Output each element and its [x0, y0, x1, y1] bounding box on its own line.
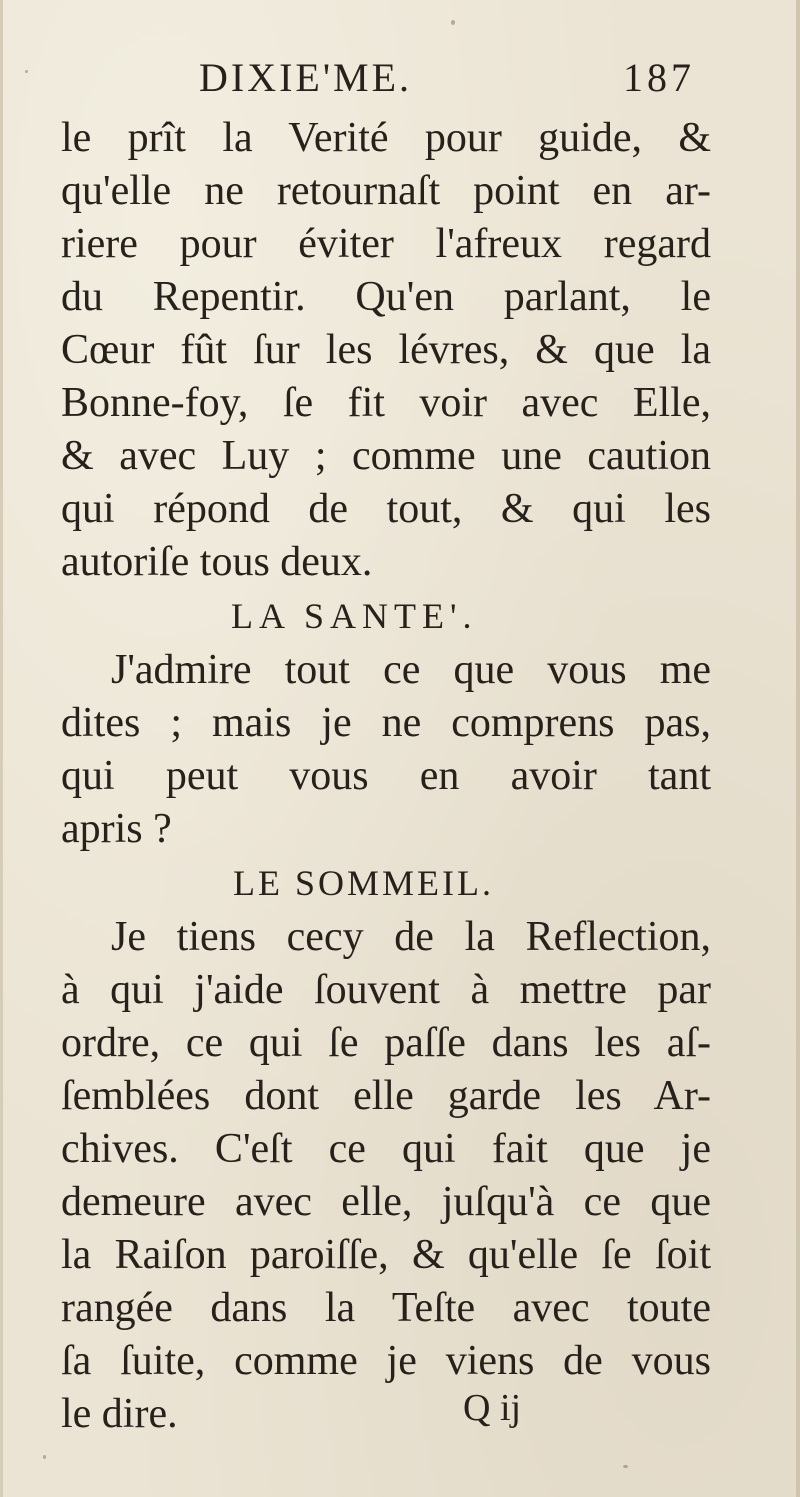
page-text — [61, 112, 711, 1441]
text-line: demeure avec elle, juſqu'à ce que — [61, 1179, 711, 1225]
text-line: le prît la Verité pour guide, & — [61, 115, 711, 161]
text-line: riere pour éviter l'afreux regard — [61, 221, 711, 267]
running-head: DIXIE'ME. — [199, 55, 413, 100]
page-header — [199, 54, 695, 110]
page-number: 187 — [623, 55, 695, 100]
text-line: le dire. — [61, 1391, 178, 1437]
text-line: ſa ſuite, comme je viens de vous — [61, 1338, 711, 1384]
paper-speck — [43, 1455, 46, 1459]
text-line: autoriſe tous deux. — [61, 539, 373, 585]
text-line: Bonne-foy, ſe fit voir avec Elle, — [61, 380, 711, 426]
text-line: rangée dans la Teſte avec toute — [61, 1285, 711, 1331]
text-line: apris ? — [61, 806, 172, 852]
text-line: à qui j'aide ſouvent à mettre par — [61, 967, 711, 1013]
text-line: la Raiſon paroiſſe, & qu'elle ſe ſoit — [61, 1232, 711, 1278]
text-line: qui répond de tout, & qui les — [61, 486, 711, 532]
text-line: qui peut vous en avoir tant — [61, 753, 711, 799]
text-line: chives. C'eſt ce qui fait que je — [61, 1126, 711, 1172]
text-line: ſemblées dont elle garde les Ar- — [61, 1073, 711, 1119]
text-line: du Repentir. Qu'en parlant, le — [61, 274, 711, 320]
paper-speck — [451, 20, 455, 25]
text-line: J'admire tout ce que vous me — [111, 647, 711, 693]
text-line: ordre, ce qui ſe paſſe dans les aſ- — [61, 1020, 711, 1066]
text-line: Cœur fût ſur les lévres, & que la — [61, 327, 711, 373]
signature-mark: Q ij — [463, 1387, 522, 1429]
text-line: & avec Luy ; comme une caution — [61, 433, 711, 479]
speaker-heading-sante: LA SANTE'. — [231, 596, 478, 636]
text-line: qu'elle ne retournaſt point en ar- — [61, 168, 711, 214]
paper-speck — [25, 70, 28, 73]
speaker-heading-sommeil: LE SOMMEIL. — [233, 863, 494, 903]
text-line: dites ; mais je ne comprens pas, — [61, 700, 711, 746]
text-line: Je tiens cecy de la Reflection, — [111, 914, 711, 960]
paper-speck — [623, 1465, 628, 1468]
